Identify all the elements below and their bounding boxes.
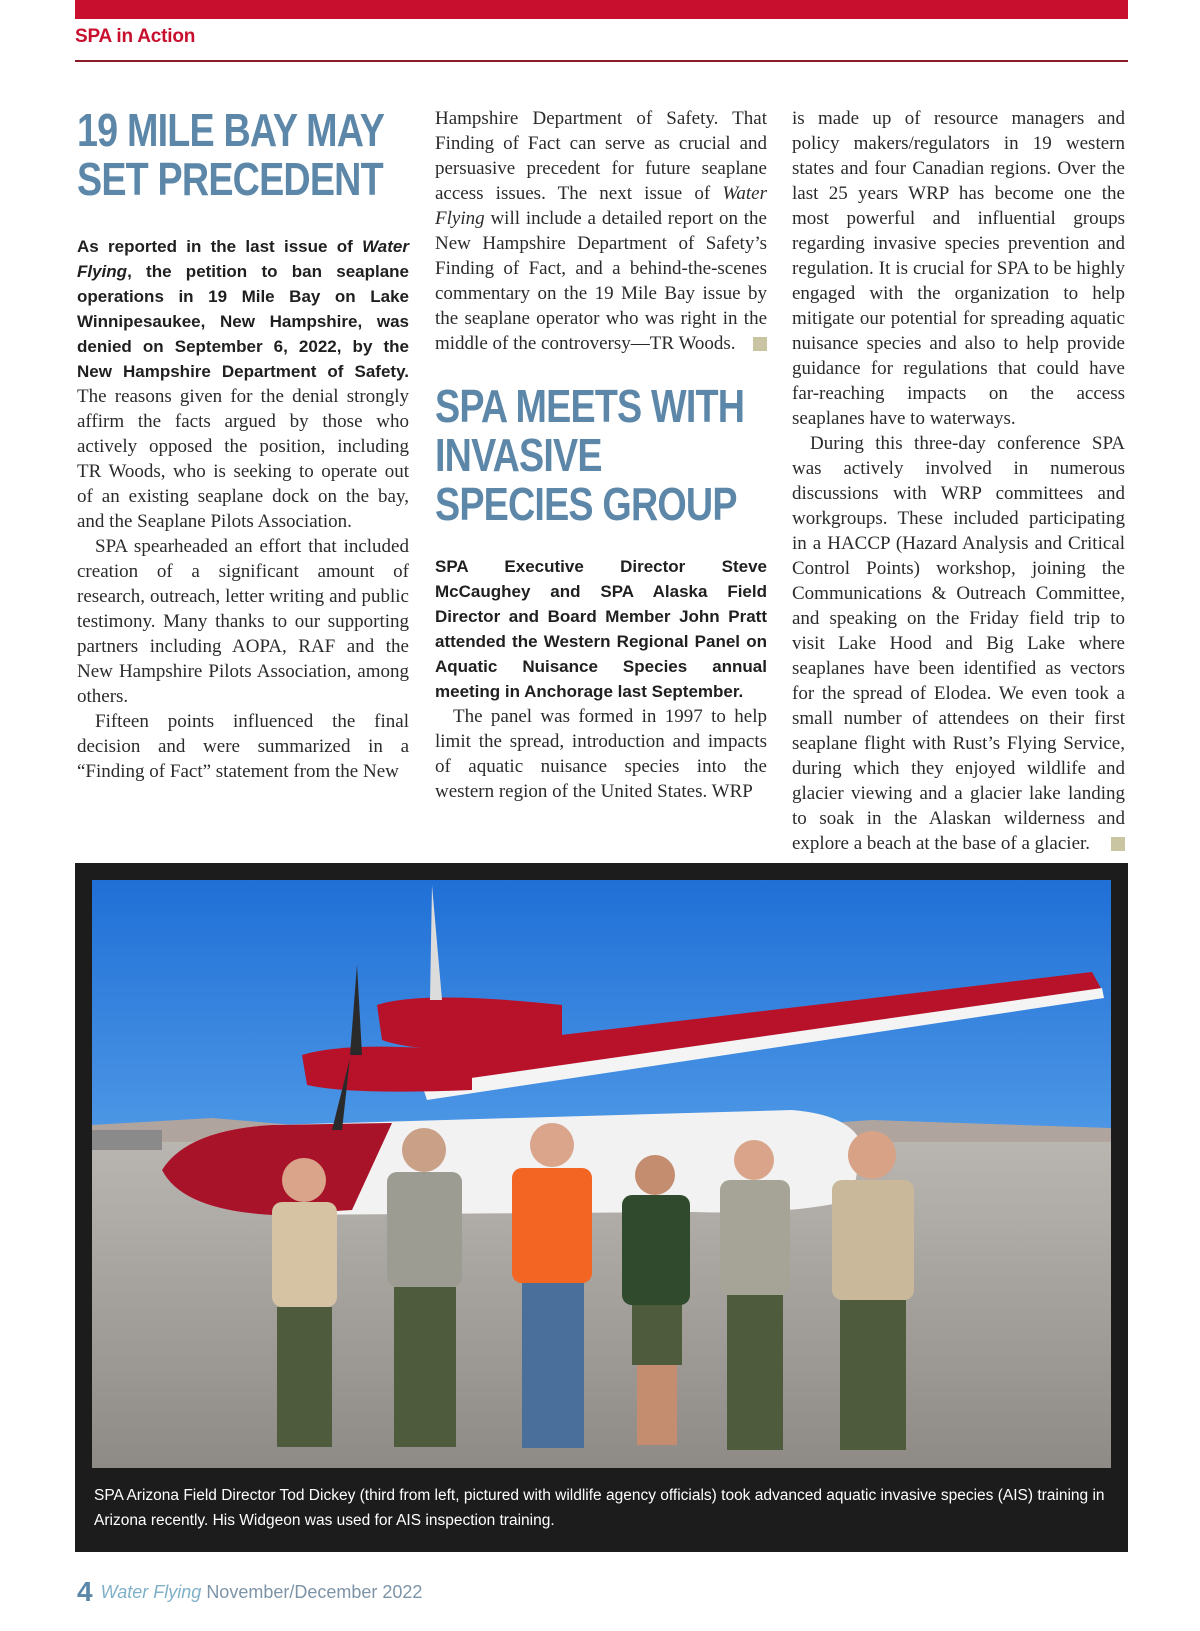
article2-p1: is made up of resource managers and policy makers/regulators in 19 western states and four Canadian regions. Over the last 25 years WRP has become one the most powerful and influential groups regarding invasive species prevention and regulation. It is crucial for SPA to be highly engaged with the organization to help mitigate our potential for spreading aquatic nuisance species and also to help provide guidance for regulations that could have far-reaching impacts on the access seaplanes have to waterways. — [792, 108, 1125, 429]
issue-date: November/December 2022 — [206, 1582, 423, 1602]
person-3 — [512, 1123, 592, 1448]
seaplane-group-photo — [92, 880, 1111, 1468]
article1-p1: The reasons given for the denial strongly affirm the facts argued by those who actively opposed the position, including TR Woods, who is seeking to operate out of an existing seaplane dock on the bay, and the Seaplane Pilots Association. — [77, 386, 409, 532]
column-3 — [792, 106, 1125, 856]
page-number: 4 — [77, 1576, 93, 1607]
section-label: SPA in Action — [75, 26, 196, 47]
article1-lede-paragraph — [77, 234, 409, 534]
section-divider — [75, 60, 1128, 62]
column-2 — [435, 106, 767, 804]
article1-p2: SPA spearheaded an effort that included creation of a significant amount of research, outreach, letter writing and public testimony. Many thanks to our supporting partners including AOPA, RAF and the New Hampshire Pilots Association, among others. — [77, 536, 409, 707]
article2-p2-text: During this three-day conference SPA was actively involved in numerous discussions with WRP committees and workgroups. These included participating in a HACCP (Hazard Analysis and Critical Control Points) workshop, joining the Communications & Outreach Committee, and speaking on the Friday field trip to visit Lake Hood and Big Lake where seaplanes have been identified as vectors for the spread of Elodea. We even took a small number of attendees on their first seaplane flight with Rust’s Flying Service, during which they enjoyed wildlife and glacier viewing and a glacier lake landing to soak in the Alaskan wilderness and explore a beach at the base of a glacier. — [792, 433, 1125, 854]
article2-p1: The panel was formed in 1997 to help limit the spread, introduction and impacts of aquatic nuisance species into the western region of the United States. WRP — [435, 706, 767, 802]
lede-text-b: , the petition to ban seaplane operations in 19 Mile Bay on Lake Winnipesaukee, New Hampshire, was denied on September 6, 2022, by the New Hampshire Department of Safety. — [77, 262, 409, 381]
article1-headline: 19 MILE BAY MAY SET PRECEDENT — [77, 104, 384, 205]
article1-p3-magazine: Water Flying — [435, 183, 768, 229]
article1-p3-text: Hampshire Department of Safety. That Finding of Fact can serve as crucial and persuasive precedent for future seaplane access issues. The next issue of — [435, 108, 767, 204]
top-color-bar — [75, 0, 1128, 19]
article1-p3-end: will include a detailed report on the New Hampshire Department of Safety’s Finding of Fact, and a behind-the-scenes commentary on the 19 Mile Bay issue by the seaplane operator who was right in the middle of the controversy—TR Woods. — [435, 208, 767, 354]
article1-lede — [77, 237, 409, 381]
magazine-name: Water Flying — [100, 1582, 202, 1602]
photo-caption: SPA Arizona Field Director Tod Dickey (third from left, pictured with wildlife agency officials) took advanced aquatic invasive species (AIS) training in Arizona recently. His Widgeon was used for AIS inspection training. — [94, 1487, 1105, 1529]
person-5 — [720, 1140, 790, 1450]
article1-p3 — [435, 106, 767, 356]
page-footer — [77, 1576, 422, 1608]
article2-p2 — [792, 431, 1125, 856]
article1-p3 — [77, 709, 409, 784]
seaplane-photo-illustration — [92, 880, 1111, 1468]
person-2 — [387, 1128, 462, 1447]
end-of-article-mark — [1111, 837, 1125, 851]
lede-text-a: As reported in the last issue of — [77, 237, 363, 256]
article2-lede: SPA Executive Director Steve McCaughey and SPA Alaska Field Director and Board Member John Pratt attended the Western Regional Panel on Aquatic Nuisance Species annual meeting in Anchorage last September. — [435, 557, 767, 701]
photo-frame — [75, 863, 1128, 1552]
end-of-article-mark — [753, 337, 767, 351]
article2-headline: SPA MEETS WITH INVASIVE SPECIES GROUP — [435, 380, 745, 530]
column-1 — [77, 106, 409, 784]
article1-p3-text: Fifteen points influenced the final decision and were summarized in a “Finding of Fact” statement from the New — [77, 711, 409, 782]
lede-magazine-name: Water Flying — [77, 237, 409, 281]
